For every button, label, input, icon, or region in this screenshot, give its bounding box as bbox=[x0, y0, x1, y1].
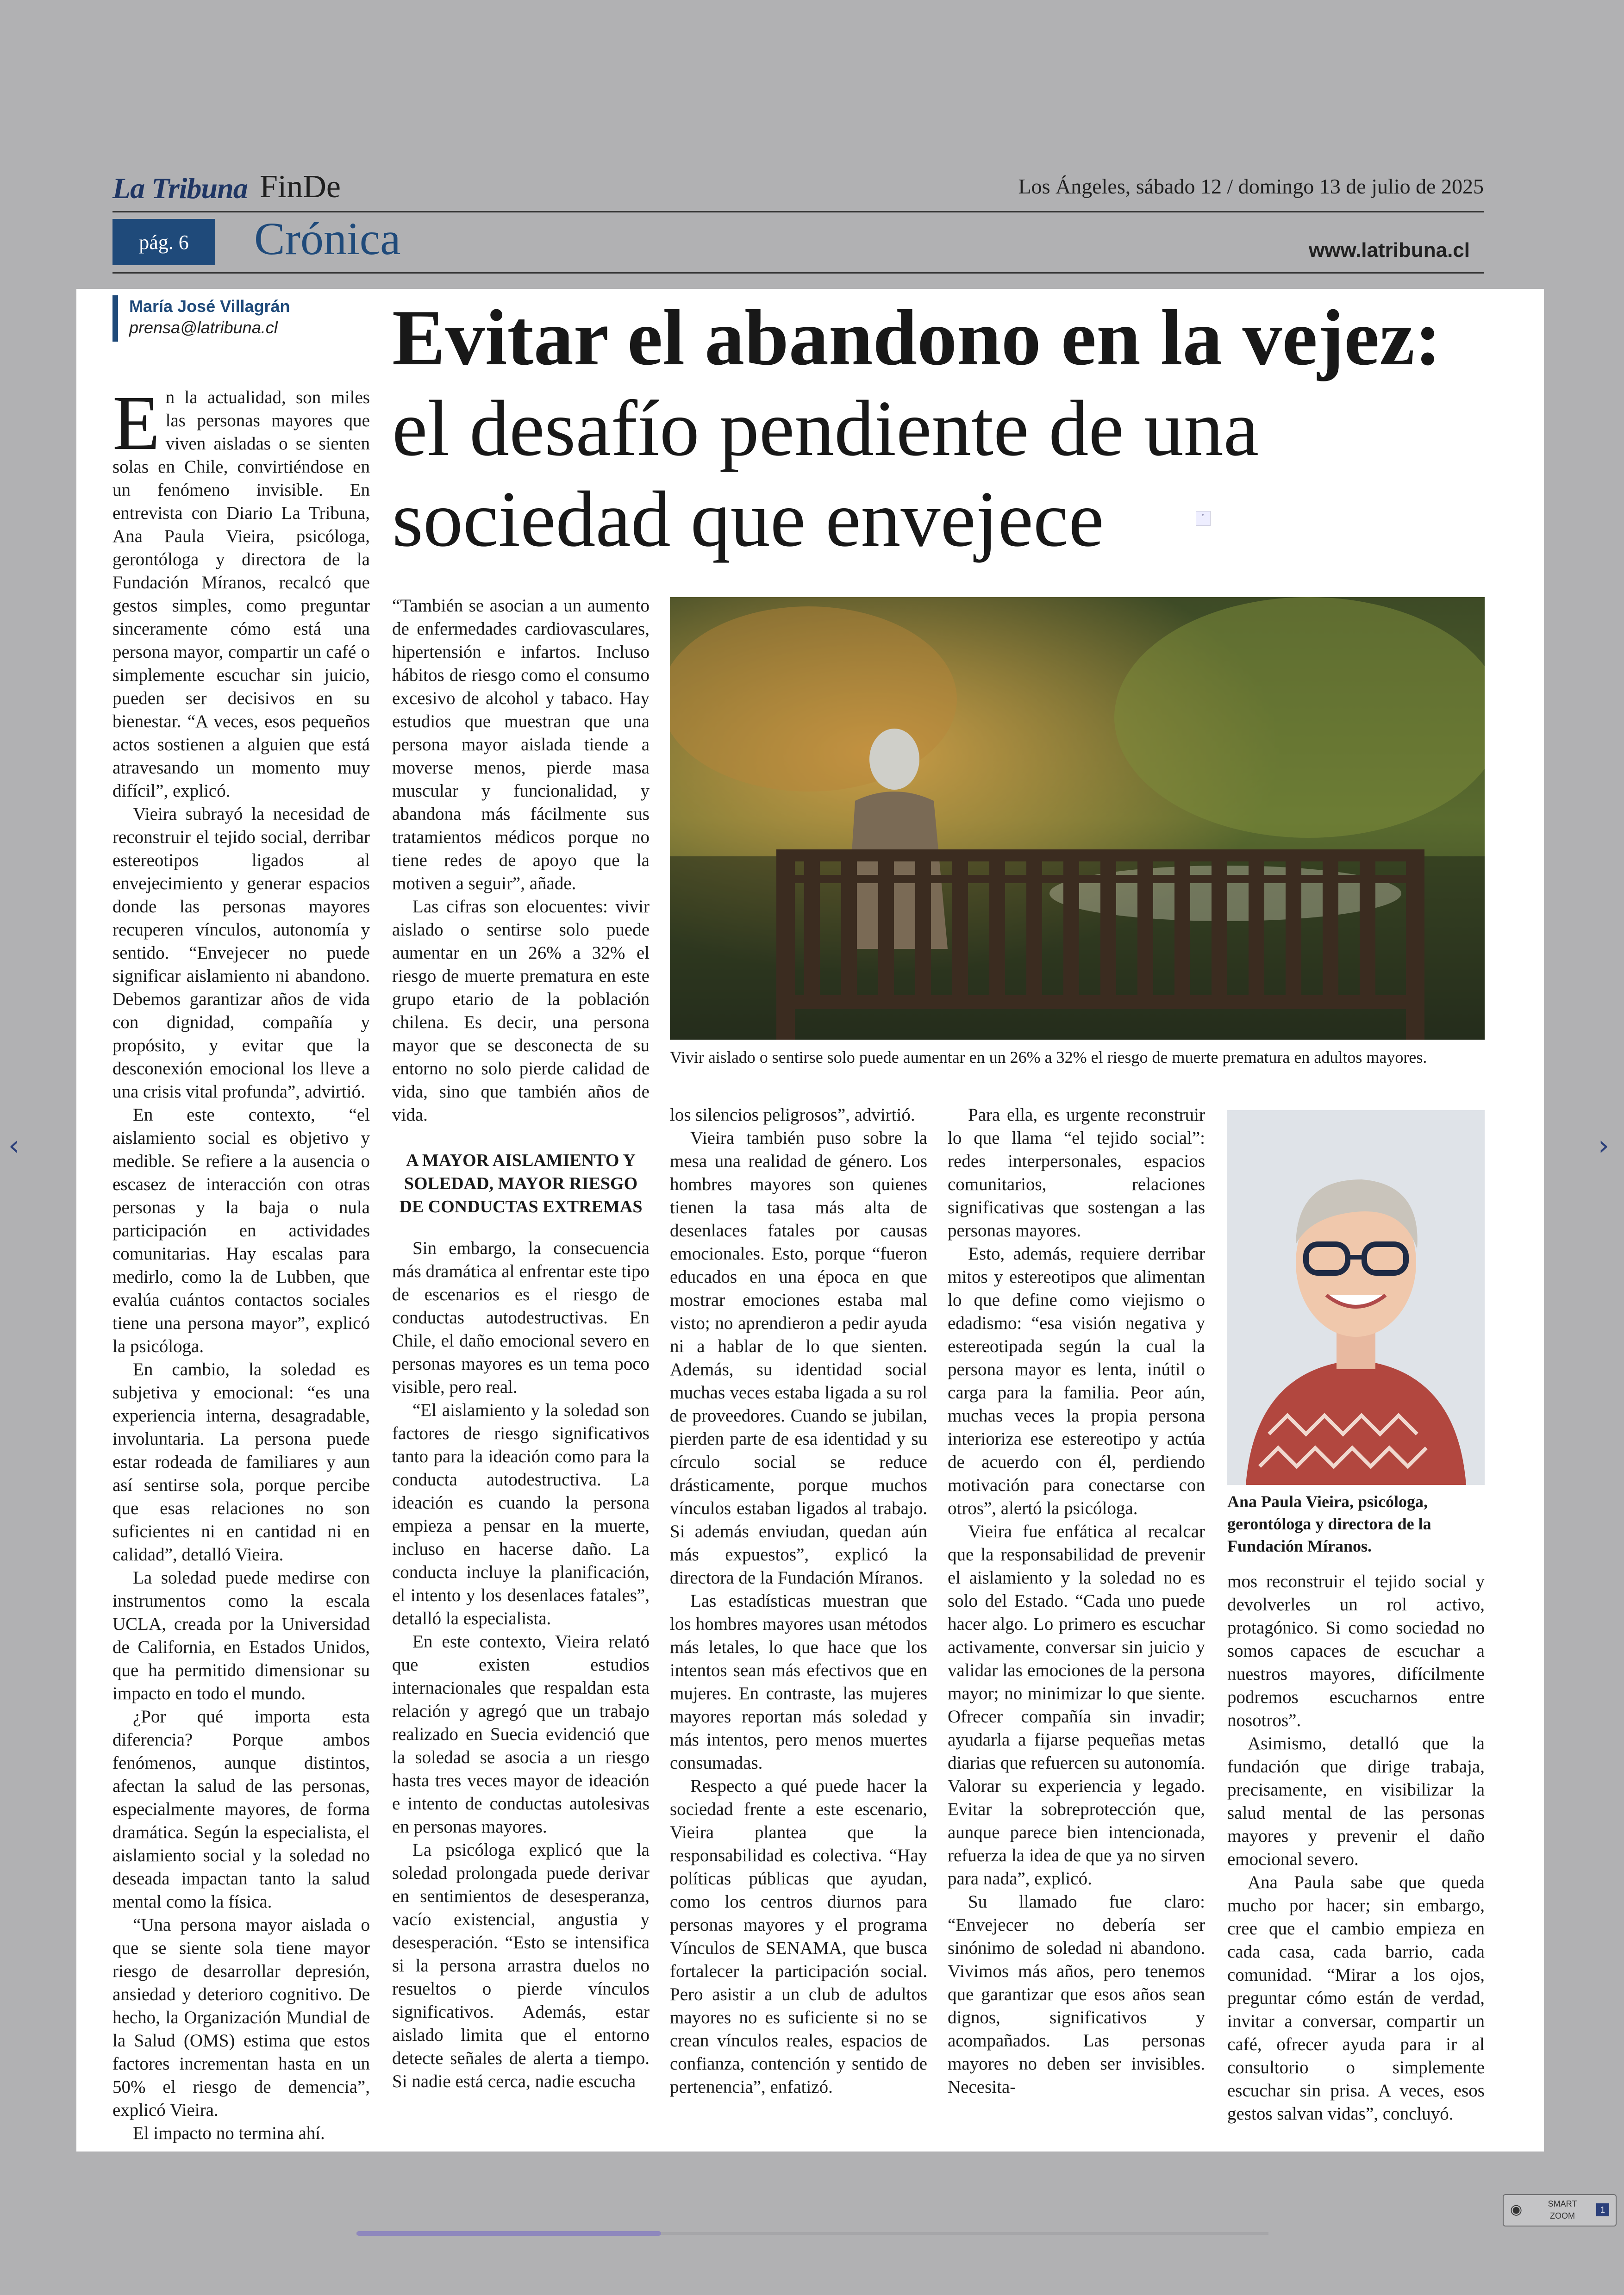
article-paragraph: mos reconstruir el tejido social y devolverles un rol activo, protagónico. Si como sociedad no somos capaces de escuchar a nuestros mayores, difícilmente podremos escucharnos entre nosotros”. bbox=[1227, 1572, 1485, 1730]
chevron-left-icon[interactable]: ‹ bbox=[8, 1129, 19, 1162]
article-paragraph: Su llamado fue claro: “Envejecer no debería ser sinónimo de soledad ni abandono. Vivimos más años, pero tenemos que garantizar que esos años sean dignos, significativos y acompañados. Las personas mayores no deben ser invisibles. Necesita- bbox=[948, 1892, 1205, 2097]
photo-caption: Vivir aislado o sentirse solo puede aumentar en un 26% a 32% el riesgo de muerte prematura en adultos mayores. bbox=[670, 1048, 1427, 1066]
article-paragraph: Ana Paula sabe que queda mucho por hacer; sin embargo, cree que el cambio empieza en cada casa, cada barrio, cada comunidad. “Mirar a los ojos, preguntar cómo están de verdad, invitar a conversar, compartir un café, ofrecer ayuda para ir al consultorio o simplemente escuchar sin prisa. A veces, esos gestos salvan vidas”, concluyó. bbox=[1227, 1872, 1485, 2124]
bottom-rule bbox=[112, 272, 1484, 274]
article-paragraph: La soledad puede medirse con instrumentos como la escala UCLA, creada por la Universidad de California, en Estados Unidos, que ha permitido dimensionar su impacto en todo el mundo. bbox=[112, 1568, 370, 1703]
portrait-illustration bbox=[1227, 1110, 1485, 1485]
article-paragraph: En este contexto, Vieira relató que existen estudios internacionales que respaldan esta relación y agregó que un trabajo realizado en Suecia evidenció que la soledad se asocia a un riesgo hasta tres veces mayor de ideación e intento de conductas autolesivas en personas mayores. bbox=[392, 1632, 650, 1837]
article-paragraph: Las cifras son elocuentes: vivir aislado o sentirse solo puede aumentar en un 26% a 32% el riesgo de muerte prematura en este grupo etario de la población chilena. Es decir, una persona mayor que se desconecta de su entorno no solo pierde calidad de vida, sino que también años de vida. bbox=[392, 897, 650, 1125]
article-paragraph: los silencios peligrosos”, advirtió. bbox=[670, 1105, 915, 1125]
image-placeholder-icon: ▫ bbox=[1196, 511, 1211, 526]
smart-zoom-button[interactable] bbox=[1503, 2194, 1617, 2226]
article-paragraph: Vieira fue enfática al recalcar que la responsabilidad de prevenir el aislamiento y la soledad no es solo del Estado. “Cada uno puede hacer algo. Lo primero es escuchar activamente, conversar sin juicio y validar las emociones de la persona mayor; no minimizar lo que siente. Ofrecer compañía sin invadir; ayudarla a fijarse pequeñas metas diarias que refuercen su autonomía. Valorar su experiencia y legado. Evitar la sobreprotección que, aunque parece bien intencionada, refuerza la idea de que ya no sirven para nada”, explicó. bbox=[948, 1522, 1205, 1889]
section-title: Crónica bbox=[254, 213, 401, 264]
article-paragraph: Esto, además, requiere derribar mitos y estereotipos que alimentan lo que define como viejismo o edadismo: “esa visión negativa y estereotipada según la cual la persona mayor es lenta, inútil o carga para la familia. Peor aún, muchas veces la propia persona interioriza ese estereotipo y actúa de acuerdo con él, perdiendo motivación para conectarse con otros”, alertó la psicóloga. bbox=[948, 1244, 1205, 1518]
article-paragraph: “También se asocian a un aumento de enfermedades cardiovasculares, hipertensión e infartos. Incluso hábitos de riesgo como el consumo excesivo de alcohol y tabaco. Hay estudios que muestran que una persona mayor aislada tiende a moverse menos, pierde masa muscular y funcionalidad, y abandona más fácilmente sus tratamientos médicos porque no tiene redes de apoyo que la motiven a seguir”, añade. bbox=[392, 596, 650, 893]
byline bbox=[112, 295, 290, 342]
article-column-4 bbox=[948, 1104, 1205, 2099]
article-column-2 bbox=[392, 594, 650, 2093]
portrait-caption: Ana Paula Vieira, psicóloga, gerontóloga y directora de la Fundación Míranos. bbox=[1227, 1492, 1431, 1555]
scrollbar-thumb[interactable] bbox=[356, 2231, 661, 2236]
bench-photo bbox=[670, 597, 1485, 1040]
headline-bold: Evitar el abandono en la vejez: bbox=[392, 294, 1442, 382]
newspaper-page bbox=[76, 289, 1544, 2152]
author-name: María José Villagrán bbox=[129, 297, 290, 316]
smart-zoom-label: SMART ZOOM bbox=[1548, 2199, 1577, 2220]
headline bbox=[392, 293, 1512, 565]
supplement-name: FinDe bbox=[260, 169, 341, 205]
article-paragraph: ¿Por qué importa esta diferencia? Porque ambos fenómenos, aunque distintos, afectan la salud de las personas, especialmente mayores, de forma dramática. Según la especialista, el aislamiento social y la soledad no deseada impactan tanto la salud mental como la física. bbox=[112, 1707, 370, 1912]
article-lead-paragraph: En la actualidad, son miles las personas mayores que viven aisladas o se sienten solas en Chile, convirtiéndose en un fenómeno invisible. En entrevista con Diario La Tribuna, Ana Paula Vieira, psicóloga, gerontóloga y directora de la Fundación Míranos, recalcó que gestos simples, como preguntar sinceramente cómo está una persona mayor, compartir un café o simplemente escuchar sin juicio, pueden ser decisivos en su bienestar. “A veces, esos pequeños actos sostienen a alguien que está atravesando un momento muy difícil”, explicó. bbox=[112, 380, 370, 801]
website-url[interactable]: www.latribuna.cl bbox=[1309, 239, 1470, 262]
article-paragraph: El impacto no termina ahí. bbox=[133, 2123, 325, 2143]
article-paragraph: “El aislamiento y la soledad son factores de riesgo significativos tanto para la ideación como para la conducta autodestructiva. La ideación es cuando la persona empieza a pensar en la muerte, incluso en hacerse daño. La conducta incluye la planificación, el intento y los desenlaces fatales”, detalló la especialista. bbox=[392, 1400, 650, 1628]
article-subheading: A MAYOR AISLAMIENTO Y SOLEDAD, MAYOR RIESGO DE CONDUCTAS EXTREMAS bbox=[399, 1151, 643, 1216]
article-paragraph: Respecto a qué puede hacer la sociedad frente a este escenario, Vieira plantea que la responsabilidad es colectiva. “Hay políticas públicas que ayudan, como los centros diurnos para personas mayores y el programa Vínculos de SENAMA, que busca fortalecer la participación social. Pero asistir a un club de adultos mayores no es suficiente si no se crean vínculos reales, espacios de confianza, contención y sentido de pertenencia”, enfatizó. bbox=[670, 1776, 927, 2097]
brand-logo: La Tribuna bbox=[112, 172, 248, 205]
drop-cap: E bbox=[112, 380, 160, 466]
article-paragraph: En cambio, la soledad es subjetiva y emocional: “es una experiencia interna, desagradable, involuntaria. La persona puede estar rodeada de familiares y aun así sentirse sola, porque percibe que esas relaciones no son suficientes ni en cantidad ni en calidad”, detalló Vieira. bbox=[112, 1360, 370, 1565]
dateline: Los Ángeles, sábado 12 / domingo 13 de julio de 2025 bbox=[1018, 175, 1484, 198]
article-paragraph: Vieira subrayó la necesidad de reconstruir el tejido social, derribar estereotipos ligados al envejecimiento y generar espacios donde las personas mayores recuperen vínculos, autonomía y sentido. “Envejecer no puede significar aislamiento ni abandono. Debemos garantizar años de vida con dignidad, compañía y propósito, y evitar que la desconexión emocional los lleve a una crisis vital profunda”, advirtió. bbox=[112, 804, 370, 1102]
portrait-photo bbox=[1227, 1110, 1485, 1485]
article-column-1 bbox=[112, 380, 370, 2145]
article-paragraph: Para ella, es urgente reconstruir lo que llama “el tejido social”: redes interpersonales, espacios comunitarios, relaciones significativas que sostengan a las personas mayores. bbox=[948, 1105, 1205, 1241]
article-paragraph: Sin embargo, la consecuencia más dramática al enfrentar este tipo de escenarios es el riesgo de conductas autodestructivas. En Chile, el daño emocional severo en personas mayores es un tema poco visible, pero real. bbox=[392, 1238, 650, 1397]
page-number-badge: pág. 6 bbox=[112, 219, 215, 265]
smart-zoom-badge: 1 bbox=[1596, 2203, 1609, 2216]
chevron-right-icon[interactable]: › bbox=[1598, 1129, 1609, 1162]
eye-icon: ◉ bbox=[1510, 2202, 1523, 2217]
author-email[interactable]: prensa@latribuna.cl bbox=[129, 318, 278, 337]
article-paragraph: En este contexto, “el aislamiento social es objetivo y medible. Se refiere a la ausencia o escasez de interacción con otras personas y la baja o nula participación en actividades comunitarias. Hay escalas para medirlo, como la de Lubben, que evalúa cuántos contactos sociales tiene una persona mayor”, explicó la psicóloga. bbox=[112, 1105, 370, 1356]
article-column-3 bbox=[670, 1104, 927, 2099]
article-column-5 bbox=[1227, 1570, 1485, 2126]
article-paragraph: Asimismo, detalló que la fundación que dirige trabaja, precisamente, en visibilizar la salud mental de las personas mayores y prevenir el daño emocional severo. bbox=[1227, 1734, 1485, 1869]
bench-illustration bbox=[670, 597, 1485, 1040]
headline-rest: el desafío pendiente de una sociedad que envejece bbox=[392, 385, 1259, 563]
article-paragraph: Vieira también puso sobre la mesa una realidad de género. Los hombres mayores son quienes tienen la tasa más alta de desenlaces fatales por causas emocionales. Esto, porque “fueron educados en una época en que mostrar emociones estaba mal visto; no aprendieron a pedir ayuda ni a hablar de lo que sienten. Además, su identidad social muchas veces estaba ligada a su rol de proveedores. Cuando se jubilan, pierden parte de esa identidad y su círculo social se reduce drásticamente, porque muchos vínculos estaban ligados al trabajo. Si además enviudan, quedan aún más expuestos”, explicó la directora de la Fundación Míranos. bbox=[670, 1128, 927, 1588]
article-paragraph: La psicóloga explicó que la soledad prolongada puede derivar en sentimientos de desesperanza, vacío existencial, angustia y desesperación. “Esto se intensifica si la persona arrastra duelos no resueltos o pierde vínculos significativos. Además, estar aislado limita que el entorno detecte señales de alerta a tiempo. Si nadie está cerca, nadie escucha bbox=[392, 1840, 650, 2091]
article-paragraph: “Una persona mayor aislada o que se siente sola tiene mayor riesgo de desarrollar depresión, ansiedad y deterioro cognitivo. De hecho, la Organización Mundial de la Salud (OMS) estima que estos factores incrementan hasta en un 50% el riesgo de demencia”, explicó Vieira. bbox=[112, 1915, 370, 2120]
article-paragraph: Las estadísticas muestran que los hombres mayores usan métodos más letales, lo que hace que los intentos sean más efectivos que en mujeres. En contraste, las mujeres mayores reportan más soledad y más intentos, pero menos muertes consumadas. bbox=[670, 1591, 927, 1773]
